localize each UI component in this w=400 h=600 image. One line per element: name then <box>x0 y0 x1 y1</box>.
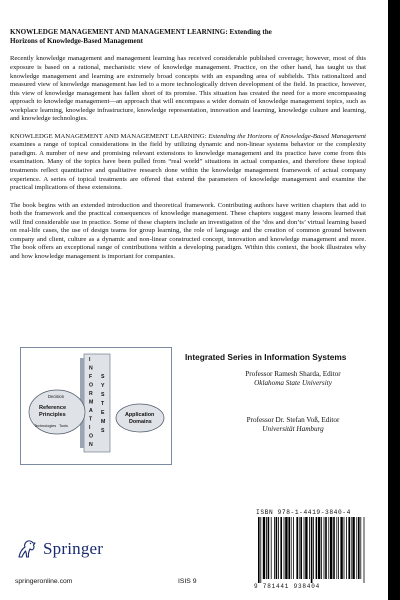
barcode-bar <box>330 517 332 579</box>
barcode-number: 9 781441 938404 <box>254 583 321 590</box>
technologies-label: Technologies <box>34 424 57 428</box>
paragraph-2 <box>10 133 366 193</box>
information-letter: A <box>89 408 93 414</box>
barcode-bar <box>263 517 265 579</box>
barcode-bar <box>293 517 294 579</box>
information-letter: I <box>89 425 91 431</box>
editor-1-name: Professor Ramesh Sharda, Editor <box>245 370 341 378</box>
barcode-bar <box>360 517 361 579</box>
editor-1 <box>203 370 383 388</box>
barcode-bar <box>299 517 300 579</box>
systems-letter: S <box>101 374 105 380</box>
information-letter: T <box>89 416 93 423</box>
barcode-bar <box>358 517 360 579</box>
barcode-bar <box>288 517 290 579</box>
barcode-bar <box>313 517 314 579</box>
information-letter: F <box>89 374 93 380</box>
springer-horse-icon <box>16 538 38 560</box>
information-letters <box>89 357 93 448</box>
barcode-bar <box>364 517 365 583</box>
series-diagram-graphic <box>21 348 171 464</box>
barcode-bar <box>340 517 342 579</box>
information-letter: R <box>89 391 93 397</box>
barcode-bar <box>304 517 305 579</box>
information-column <box>84 354 110 452</box>
barcode-bar <box>284 517 285 579</box>
barcode-bar <box>346 517 347 579</box>
barcode-bar <box>296 517 298 579</box>
description-text <box>10 28 366 270</box>
tools-label: Tools <box>59 424 68 428</box>
paragraph-2-body: examines a range of topical considerations in the field by utilizing dynamic and non-linear systems behavior or the complexity paradigm. A number of new and promising relevant extensions to knowledge management and its practice have come from this examination. Many of the topics have been pulled from “real world” situations in actual companies, and therefore these topical treatments reflect quantitative and qualitative research done within the knowledge management framework of actual company experience. A series of topical treatments are offered that extend the parameters of knowledge management and examine the practical implications of these extensions. <box>10 141 366 192</box>
barcode-bar <box>333 517 335 579</box>
information-letter: M <box>89 399 94 406</box>
editor-2 <box>203 416 383 434</box>
barcode-bar <box>285 517 287 579</box>
heading-line-2: Horizons of Knowledge-Based Management <box>10 37 143 46</box>
paragraph-3: The book begins with an extended introduction and theoretical framework. Contributing authors have written chapters that add to both the framework and the practical consequences of knowledge management. These chapters suggest many lessons learned that will find considerable use in practice. Some of these chapters include an investigation of the ‘dos and don’ts’ virtual learning based on real-life cases, the use of design teams for group learning, the role of language and the creation of common ground between company and client, culture as a dynamic and non-linear constructed concept, innovation and knowledge management and more. The book offers an exceptional range of contributions within a developing paradigm. Within this context, the book illustrates why and how knowledge management is important for companies. <box>10 201 366 260</box>
barcode-bar <box>276 517 278 579</box>
barcode-bar <box>338 517 339 579</box>
barcode-bar <box>348 517 350 579</box>
paragraph-1: Recently knowledge management and management learning has received considerable published coverage; however, most of this exposure is based on a rational, mechanistic view of knowledge management. Practice, on the other hand, has taught us that knowledge management and learning are extremely broad concepts with an expanding area of subfields. This rationalized and measured view of knowledge management has led to a more technologically driven development of the field. In practice, however, this view of knowledge management has fallen short of its promise. This situation has created the need for a more encompassing approach to knowledge management—an approach that will encompass a wider domain of knowledge management topics, such as workplace learning, knowledge infrastructure, knowledge representation, innovation and learning, knowledge culture and learning, and knowledge technologies. <box>10 55 366 123</box>
series-code: ISIS 9 <box>178 578 197 585</box>
barcode-bar <box>300 517 302 579</box>
barcode-bar <box>316 517 318 579</box>
publisher-website: springeronline.com <box>15 578 73 585</box>
barcode-bar <box>258 517 260 583</box>
barcode-bar <box>278 517 279 579</box>
information-letter: I <box>89 357 91 363</box>
isbn-barcode <box>254 517 376 583</box>
systems-letter: S <box>101 428 105 434</box>
barcode-bar <box>351 517 352 579</box>
systems-letter: E <box>101 410 105 416</box>
information-letter: N <box>89 442 93 448</box>
barcode-bar <box>328 517 329 579</box>
systems-letter: S <box>101 392 105 398</box>
barcode-bar <box>311 517 313 583</box>
series-diagram <box>20 347 172 465</box>
barcode-bar <box>309 517 310 579</box>
paragraph-2-subtitle: Extending the Horizons of Knowledge-Based Management <box>208 132 367 140</box>
systems-letter: M <box>101 419 106 425</box>
information-letter: O <box>89 382 94 389</box>
barcode-bar <box>266 517 267 579</box>
barcode-bar <box>352 517 354 579</box>
barcode-bar <box>268 517 270 579</box>
barcode-bar <box>336 517 337 579</box>
barcode-bar <box>325 517 327 579</box>
application-ellipse <box>116 404 164 432</box>
book-heading <box>10 28 366 46</box>
barcode-bar <box>291 517 292 579</box>
systems-letter: Y <box>101 383 105 389</box>
barcode-bar <box>321 517 322 579</box>
editor-2-name: Professor Dr. Stefan Voß, Editor <box>246 416 340 424</box>
series-title: Integrated Series in Information Systems <box>185 352 347 362</box>
isbn-label: ISBN 978-1-4419-3840-4 <box>256 509 351 516</box>
heading-line-1: KNOWLEDGE MANAGEMENT AND MANAGEMENT LEARNING: Extending the <box>10 28 272 36</box>
editor-2-affiliation: Universität Hamburg <box>262 425 324 433</box>
barcode-bar <box>305 517 307 579</box>
decision-label: Decision <box>48 394 65 399</box>
paragraph-2-lead: KNOWLEDGE MANAGEMENT AND MANAGEMENT LEARNING: <box>10 132 207 140</box>
barcode-bar <box>324 517 325 579</box>
barcode-bar <box>260 517 261 583</box>
barcode-bar <box>271 517 272 579</box>
springer-logo <box>16 537 103 561</box>
editor-1-affiliation: Oklahoma State University <box>254 379 332 387</box>
barcode-bar <box>344 517 345 579</box>
principles-label: Principles <box>39 412 66 418</box>
barcode-bar <box>280 517 282 579</box>
information-letter: N <box>89 365 93 372</box>
information-letter: O <box>89 433 94 440</box>
application-label: Application <box>125 412 155 418</box>
springer-wordmark: Springer <box>43 539 104 558</box>
systems-letter: T <box>101 401 105 407</box>
barcode-bar <box>274 517 275 579</box>
domains-label: Domains <box>129 419 152 425</box>
barcode-bar <box>356 517 357 579</box>
barcode-bar <box>318 517 320 579</box>
reference-label: Reference <box>39 405 67 411</box>
